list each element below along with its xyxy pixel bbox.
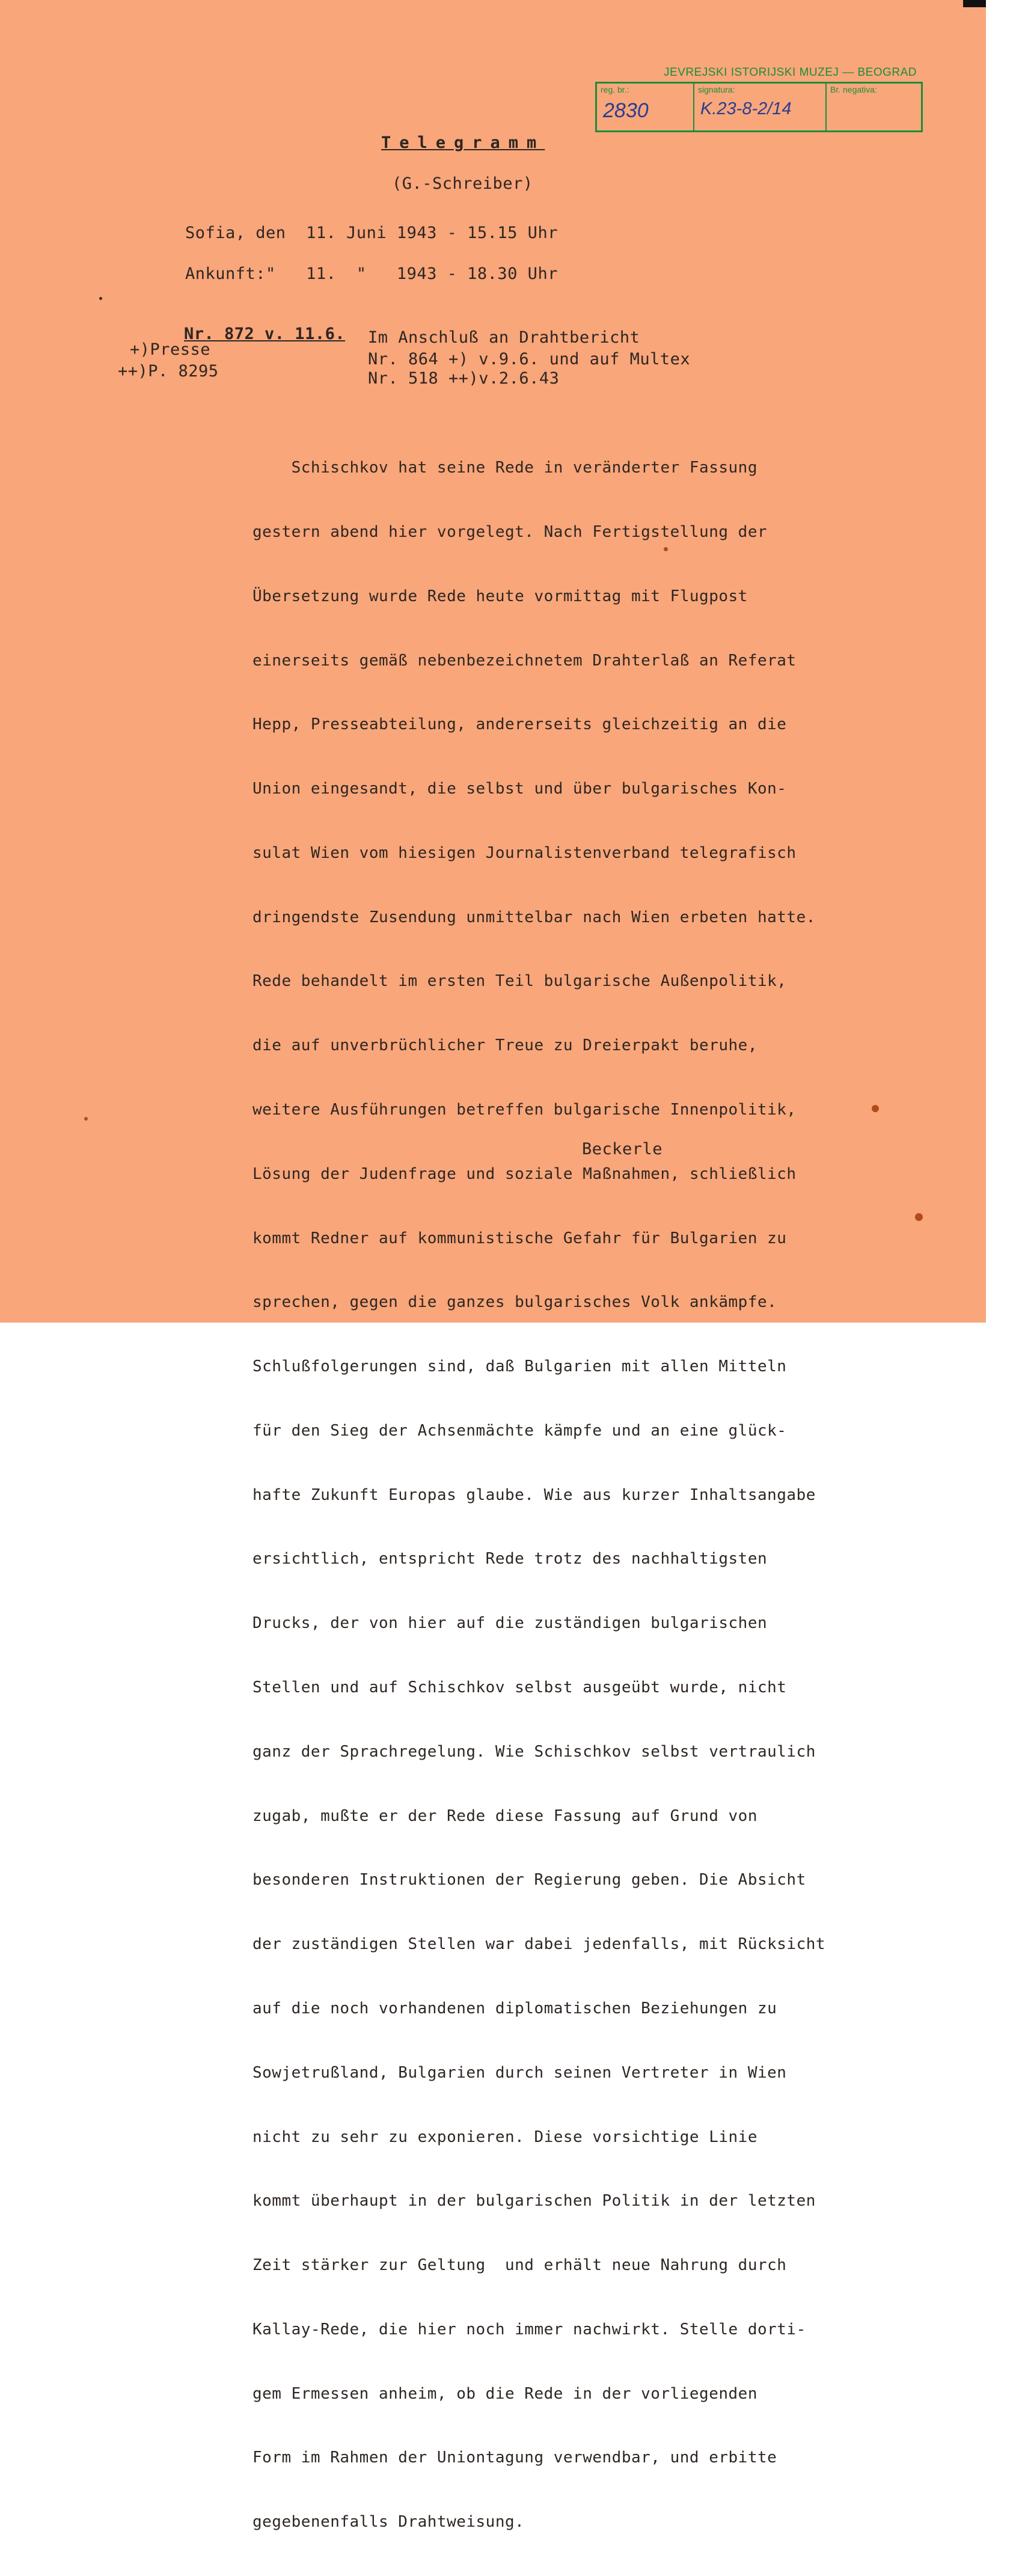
document-subtitle: (G.-Schreiber) bbox=[392, 174, 533, 193]
body-line: für den Sieg der Achsenmächte kämpfe und an eine glück- bbox=[252, 1421, 787, 1440]
body-line: Drucks, der von hier auf die zuständigen bulgarischen bbox=[252, 1614, 768, 1633]
body-line: kommt überhaupt in der bulgarischen Politik in der letzten bbox=[252, 2192, 816, 2210]
body-line: gem Ermessen anheim, ob die Rede in der vorliegenden bbox=[252, 2384, 757, 2403]
body-line: weitere Ausführungen betreffen bulgarische Innenpolitik, bbox=[252, 1101, 797, 1119]
body-line: ganz der Sprachregelung. Wie Schischkov selbst vertraulich bbox=[252, 1742, 816, 1761]
subject-line: Im Anschluß an Drahtbericht bbox=[368, 328, 640, 347]
body-line: Rede behandelt im ersten Teil bulgarische Außenpolitik, bbox=[252, 972, 787, 991]
sent-line: Sofia, den 11. Juni 1943 - 15.15 Uhr bbox=[185, 224, 558, 242]
body-line: Hepp, Presseabteilung, andererseits gleichzeitig an die bbox=[252, 715, 787, 734]
stamp-field-label: signatura: bbox=[698, 85, 735, 94]
body-line: Zeit stärker zur Geltung und erhält neue Nahrung durch bbox=[252, 2256, 787, 2275]
body-line: Stellen und auf Schischkov selbst ausgeübt wurde, nicht bbox=[252, 1678, 787, 1697]
body-line: Schischkov hat seine Rede in veränderter Fassung bbox=[252, 459, 757, 477]
body-line: Sowjetrußland, Bulgarien durch seinen Vertreter in Wien bbox=[252, 2063, 787, 2082]
arrival-line: Ankunft:" 11. " 1943 - 18.30 Uhr bbox=[185, 265, 558, 283]
document-title: Telegramm bbox=[381, 133, 545, 152]
body-line: nicht zu sehr zu exponieren. Diese vorsichtige Linie bbox=[252, 2128, 757, 2146]
paper-spot bbox=[872, 1105, 879, 1112]
body-line: sulat Wien vom hiesigen Journalistenverband telegrafisch bbox=[252, 843, 797, 862]
body-line: hafte Zukunft Europas glaube. Wie aus kurzer Inhaltsangabe bbox=[252, 1485, 816, 1504]
stamp-field-label: Br. negativa: bbox=[830, 85, 877, 94]
body-line: Kallay-Rede, die hier noch immer nachwirkt. Stelle dorti- bbox=[252, 2320, 806, 2339]
stamp-field-negativ bbox=[827, 84, 921, 130]
scan-edge bbox=[963, 0, 986, 7]
subject-line: Nr. 864 +) v.9.6. und auf Multex bbox=[368, 350, 691, 369]
telegram-body bbox=[252, 415, 825, 2576]
signature: Beckerle bbox=[582, 1140, 663, 1158]
stamp-field-reg bbox=[597, 84, 694, 130]
archive-stamp bbox=[595, 66, 923, 132]
body-line: besonderen Instruktionen der Regierung geben. Die Absicht bbox=[252, 1871, 806, 1889]
body-line: Übersetzung wurde Rede heute vormittag mit Flugpost bbox=[252, 587, 748, 605]
body-line: die auf unverbrüchlicher Treue zu Dreierpakt beruhe, bbox=[252, 1036, 757, 1055]
subject-line: Nr. 518 ++)v.2.6.43 bbox=[368, 369, 560, 388]
reference-note: +)Presse bbox=[130, 340, 211, 359]
body-line: sprechen, gegen die ganzes bulgarisches Volk ankämpfe. bbox=[252, 1293, 777, 1312]
body-line: Lösung der Judenfrage und soziale Maßnahmen, schließlich bbox=[252, 1164, 797, 1183]
body-line: Schlußfolgerungen sind, daß Bulgarien mit allen Mitteln bbox=[252, 1357, 787, 1376]
paper-spot bbox=[915, 1213, 923, 1221]
body-line: gegebenenfalls Drahtweisung. bbox=[252, 2513, 525, 2532]
reference-number: Nr. 872 v. 11.6. bbox=[184, 325, 346, 343]
body-line: Form im Rahmen der Uniontagung verwendbar, und erbitte bbox=[252, 2449, 777, 2467]
body-line: kommt Redner auf kommunistische Gefahr für Bulgarien zu bbox=[252, 1229, 787, 1247]
body-line: zugab, mußte er der Rede diese Fassung auf Grund von bbox=[252, 1807, 757, 1825]
body-line: dringendste Zusendung unmittelbar nach Wien erbeten hatte. bbox=[252, 908, 816, 926]
stamp-field-signatura bbox=[694, 84, 827, 130]
paper-spot bbox=[99, 297, 102, 300]
stamp-field-value: K.23-8-2/14 bbox=[700, 99, 792, 118]
stamp-fields bbox=[595, 82, 923, 132]
paper-spot bbox=[664, 547, 668, 551]
paper-spot bbox=[84, 1117, 88, 1121]
body-line: auf die noch vorhandenen diplomatischen Beziehungen zu bbox=[252, 1999, 777, 2018]
body-line: der zuständigen Stellen war dabei jedenfalls, mit Rücksicht bbox=[252, 1935, 826, 1954]
stamp-field-value: 2830 bbox=[603, 99, 649, 122]
body-line: Union eingesandt, die selbst und über bulgarisches Kon- bbox=[252, 780, 787, 798]
stamp-institution: JEVREJSKI ISTORIJSKI MUZEJ — BEOGRAD bbox=[664, 66, 917, 79]
body-line: gestern abend hier vorgelegt. Nach Fertigstellung der bbox=[252, 522, 768, 541]
body-line: einerseits gemäß nebenbezeichnetem Drahterlaß an Referat bbox=[252, 651, 797, 670]
reference-note: ++)P. 8295 bbox=[118, 362, 219, 381]
body-line: ersichtlich, entspricht Rede trotz des nachhaltigsten bbox=[252, 1550, 768, 1568]
stamp-field-label: reg. br.: bbox=[601, 85, 629, 94]
